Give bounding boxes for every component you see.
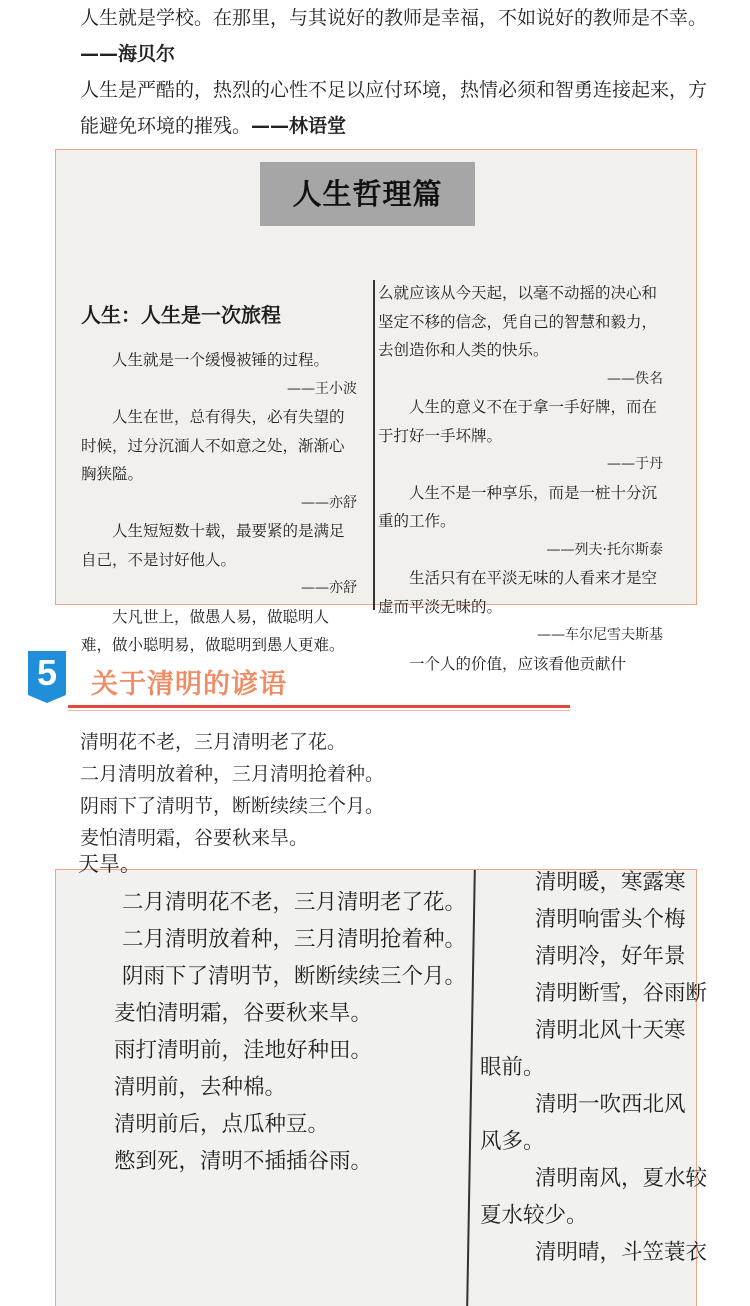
section-underline — [68, 705, 570, 708]
saying-line: 清明花不老，三月清明老了花。 — [80, 731, 347, 753]
scan-paragraph: 人生短短数十载，最要紧的是满足自己，不是讨好他人。 — [81, 522, 345, 569]
scan-paragraph: ——列夫·托尔斯泰 — [546, 541, 663, 558]
scan-left-paragraphs — [81, 346, 357, 660]
badge-notch — [28, 695, 66, 703]
scan-paragraph: 清明前，去种棉。 — [114, 1075, 287, 1100]
scan-paragraph: 雨打清明前，洼地好种田。 — [114, 1038, 373, 1063]
scan-paragraph: 大凡世上，做愚人易，做聪明人难，做小聪明易，做聪明到愚人更难。 — [81, 607, 345, 654]
scan-paragraph: ——亦舒 — [301, 580, 357, 596]
scan-paragraph: 么就应该从今天起，以毫不动摇的决心和坚定不移的信念，凭自己的智慧和毅力，去创造你和人类的快乐。 — [378, 284, 658, 359]
scan-paragraph: 人生就是一个缓慢被锤的过程。 — [112, 351, 330, 369]
book-scan-qingming — [55, 852, 708, 1306]
scan-paragraph: 清明断雪，谷雨断 — [535, 981, 708, 1006]
scan-paragraph: 清明晴，斗笠蓑衣 — [535, 1240, 708, 1265]
scan-paragraph: 眼前。 — [480, 1055, 545, 1080]
scan-paragraph: 一个人的价值，应该看他贡献什 — [409, 654, 627, 673]
section-title: 关于清明的谚语 — [91, 669, 287, 700]
scan-paragraph: 清明北风十天寒 — [535, 1018, 686, 1043]
scan-paragraph: 风多。 — [480, 1129, 545, 1154]
scan-paragraph: ——王小波 — [287, 380, 357, 397]
scan-paragraph: ——佚名 — [607, 370, 663, 387]
scan-paragraph: 清明冷，好年景 — [535, 944, 686, 969]
section-underline-thin — [68, 710, 570, 711]
scan-paragraph: 清明暖，寒露寒 — [535, 870, 686, 895]
scan-paragraph: ——车尔尼雪夫斯基 — [537, 627, 663, 643]
scan-paragraph: 清明响雷头个梅 — [535, 907, 686, 932]
scan-paragraph: 麦怕清明霜，谷要秋来旱。 — [114, 1001, 373, 1026]
scan-paragraph: 人生不是一种享乐，而是一桩十分沉重的工作。 — [378, 483, 658, 530]
scan-left-column — [81, 300, 357, 660]
scan-paragraph: 阴雨下了清明节，断断续续三个月。 — [122, 964, 467, 989]
column-divider — [373, 280, 375, 610]
qingming-sayings-list — [80, 726, 384, 854]
intro-quote: 人生就是学校。在那里，与其说好的教师是幸福，不如说好的教师是不幸。——海贝尔 — [80, 7, 708, 65]
scan-paragraph: 憋到死，清明不插插谷雨。 — [114, 1149, 373, 1174]
scan-paragraph: ——亦舒 — [301, 494, 357, 511]
book-scan-philosophy — [55, 149, 697, 673]
cropped-text: 天旱。 — [78, 852, 141, 876]
scan-paragraph: 人生的意义不在于拿一手好牌，而在于打好一手坏牌。 — [378, 398, 658, 445]
scan-paragraph: 清明一吹西北风 — [535, 1092, 686, 1117]
scan-paragraph: 二月清明花不老，三月清明老了花。 — [122, 890, 467, 915]
scan-paragraph: 清明南风，夏水较 — [535, 1166, 708, 1191]
scan-paragraph: ——于丹 — [607, 456, 663, 472]
scan-paragraph: 人生在世，总有得失，必有失望的时候，过分沉湎人不如意之处，渐渐心胸狭隘。 — [81, 408, 345, 483]
saying-line: 麦怕清明霜，谷要秋来旱。 — [80, 827, 309, 849]
intro-quotes — [80, 0, 720, 144]
scan-paragraph: 清明前后，点瓜种豆。 — [114, 1112, 330, 1137]
saying-line: 阴雨下了清明节，断断续续三个月。 — [80, 795, 385, 817]
scan-paragraph: 夏水较少。 — [480, 1203, 588, 1228]
saying-line: 二月清明放着种，三月清明抢着种。 — [80, 763, 385, 785]
scan2-right-column — [480, 864, 720, 1271]
quote-author: ——林语堂 — [251, 115, 347, 137]
quote-author: ——海贝尔 — [80, 43, 176, 65]
scan-right-column — [378, 279, 663, 678]
scan2-left-column — [76, 884, 468, 1180]
scan-header: 人生哲理篇 — [260, 162, 475, 226]
intro-quote: 人生是严酷的，热烈的心性不足以应付环境，热情必须和智勇连接起来，方能避免环境的摧残。——林语堂 — [80, 79, 708, 137]
scan-paragraph: 二月清明放着种，三月清明抢着种。 — [122, 927, 467, 952]
scan-subheading: 人生：人生是一次旅程 — [81, 303, 281, 327]
section-number-badge: 5 — [28, 651, 66, 703]
scan-paragraph: 生活只有在平淡无味的人看来才是空虚而平淡无味的。 — [378, 569, 658, 616]
